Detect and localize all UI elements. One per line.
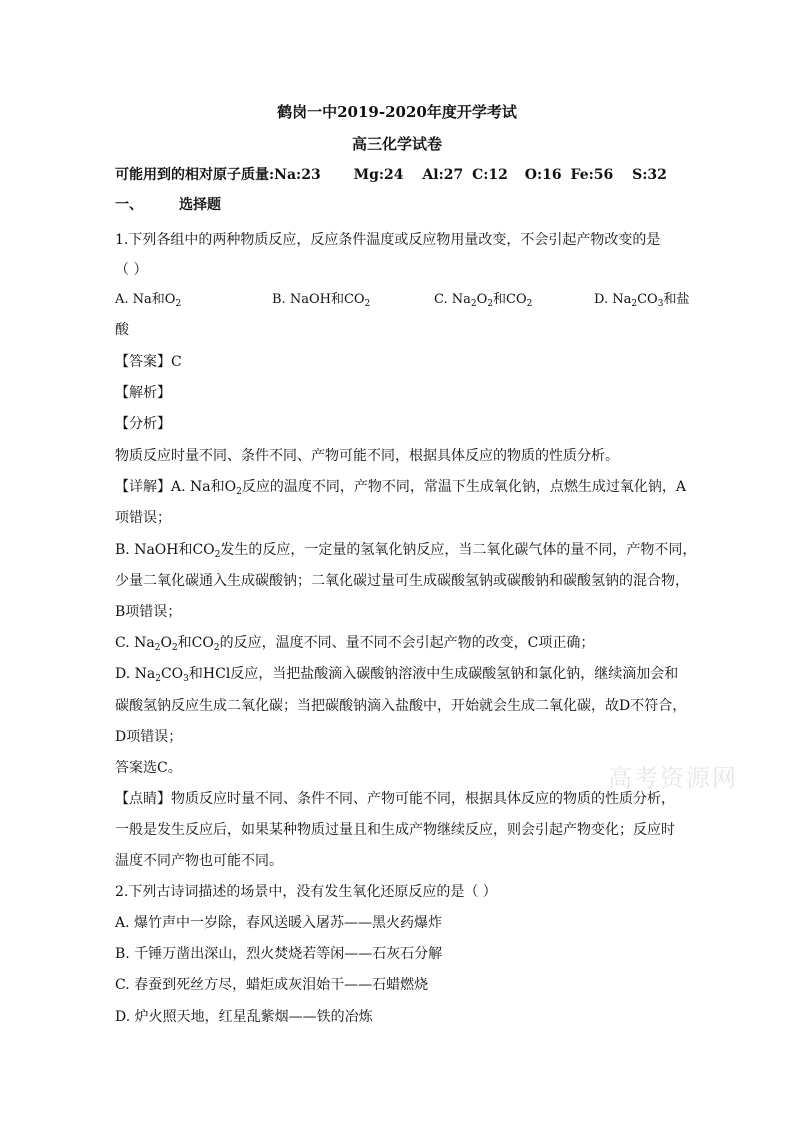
q1-answer: 【答案】C — [115, 354, 182, 370]
mass-fe: Fe:56 — [570, 167, 614, 183]
atomic-masses-label: 可能用到的相对原子质量: — [115, 167, 275, 183]
q1-fenxi-text: 物质反应时量不同、条件不同、产物可能不同，根据具体反应的物质的性质分析。 — [115, 448, 619, 464]
q2-option-c: C. 春蚕到死丝方尽，蜡炬成灰泪始干——石蜡燃烧 — [115, 977, 429, 993]
mass-mg: Mg:24 — [353, 167, 404, 183]
q1-fenxi-heading: 【分析】 — [115, 416, 171, 432]
q1-detail-d-line2: 碳酸氢钠反应生成二氧化碳；当把碳酸钠滴入盐酸中，开始就会生成二氧化碳，故D不符合， — [115, 698, 687, 714]
q1-option-d-continued: 酸 — [115, 322, 129, 338]
q1-analysis-heading: 【解析】 — [115, 385, 171, 401]
mass-o: O:16 — [524, 167, 562, 183]
q1-tip-line1: 【点睛】物质反应时量不同、条件不同、产物可能不同，根据具体反应的物质的性质分析， — [115, 791, 675, 807]
q1-detail-d-line1: D. $Na_2CO_3$和HCl反应，当把盐酸滴入碳酸钠溶液中生成碳酸氢钠和氯化钠，继续滴加会和 — [115, 666, 679, 684]
q1-option-d: D. $Na_2CO_3$和盐 — [594, 292, 690, 309]
subject-title: 高三化学试卷 — [351, 135, 442, 153]
q2-stem: 2.下列古诗词描述的场景中，没有发生氧化还原反应的是（ ） — [115, 884, 497, 900]
atomic-masses-line — [115, 165, 685, 185]
q1-option-b: B. NaOH和$CO_2$ — [272, 292, 371, 309]
q1-conclusion: 答案选C。 — [115, 760, 182, 776]
q1-detail-b-line3: B项错误； — [115, 604, 182, 620]
q1-option-c: C. $Na_2O_2$和$CO_2$ — [434, 292, 533, 309]
mass-na: Na:23 — [274, 167, 321, 183]
section-heading — [115, 195, 685, 215]
q1-tip-line2: 一般是发生反应后，如果某种物质过量且和生成产物继续反应，则会引起产物变化；反应时 — [115, 822, 675, 838]
section-number: 一、 — [115, 197, 143, 213]
q1-detail-b-line2: 少量二氧化碳通入生成碳酸钠；二氧化碳过量可生成碳酸氢钠或碳酸钠和碳酸氢钠的混合物， — [115, 573, 689, 589]
mass-al: Al:27 — [422, 167, 464, 183]
q1-bracket: （ ） — [115, 262, 148, 278]
q1-tip-line3: 温度不同产物也可能不同。 — [115, 853, 283, 869]
watermark: 高考资源网 — [608, 764, 738, 792]
q1-stem: 1.下列各组中的两种物质反应，反应条件温度或反应物用量改变，不会引起产物改变的是 — [115, 232, 661, 248]
mass-c: C:12 — [472, 167, 508, 183]
q2-option-b: B. 千锤万凿出深山，烈火焚烧若等闲——石灰石分解 — [115, 946, 443, 962]
mass-s: S:32 — [632, 167, 667, 183]
q1-detail-a-line2: 项错误； — [115, 510, 171, 526]
q1-detail-d-line3: D项错误； — [115, 729, 183, 745]
q2-option-d: D. 炉火照天地，红星乱紫烟——铁的冶炼 — [115, 1009, 373, 1025]
q2-option-a: A. 爆竹声中一岁除，春风送暖入屠苏——黑火药爆炸 — [115, 915, 443, 931]
q1-detail-a-line1: 【详解】A. Na和$O_2$反应的温度不同，产物不同，常温下生成氧化钠，点燃生成过氧化钠，A — [115, 479, 686, 497]
school-title: 鹤岗一中2019-2020年度开学考试 — [277, 103, 517, 121]
q1-detail-c: C. $Na_2O_2$和$CO_2$的反应，温度不同、量不同不会引起产物的改变，C项正确； — [115, 635, 595, 653]
q1-option-a: A. Na和$O_2$ — [115, 292, 182, 309]
q1-detail-b-line1: B. NaOH和$CO_2$发生的反应，一定量的氢氧化钠反应，当二氧化碳气体的量不同，产物不同， — [115, 542, 697, 560]
section-title: 选择题 — [179, 197, 221, 213]
